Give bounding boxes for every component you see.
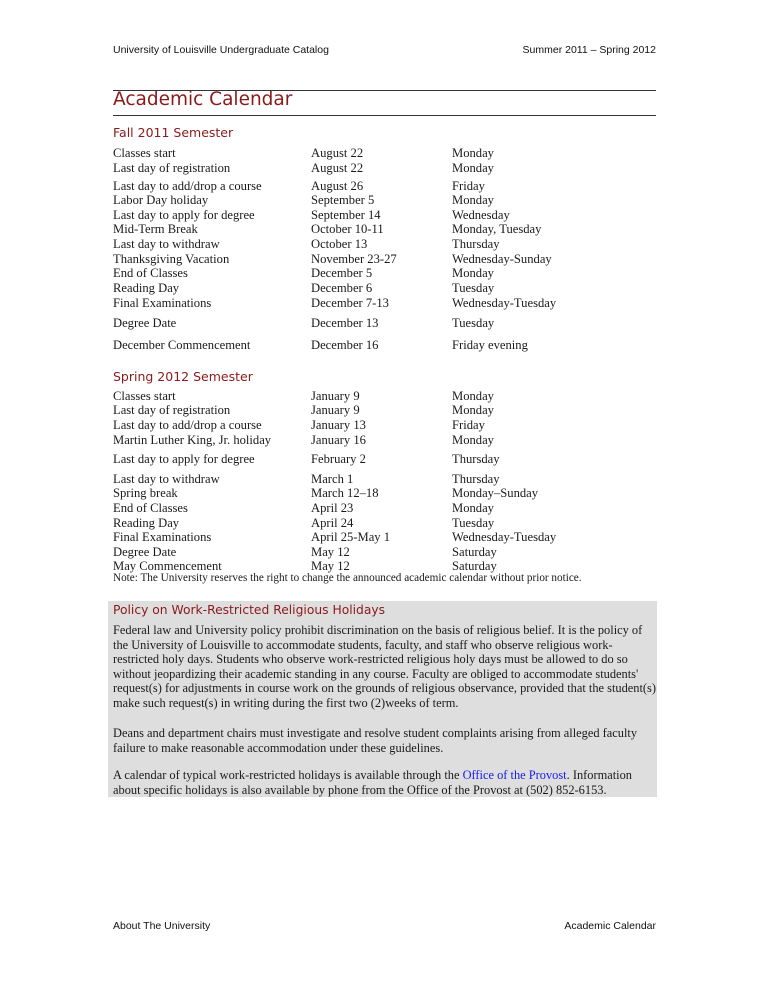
event-date: May 12: [311, 545, 350, 559]
fall-semester-heading: Fall 2011 Semester: [113, 125, 234, 140]
running-footer-right: Academic Calendar: [564, 920, 656, 932]
event-day: Monday: [452, 389, 494, 403]
event-name: Last day to add/drop a course: [113, 418, 262, 432]
event-day: Monday: [452, 266, 494, 280]
event-name: Final Examinations: [113, 530, 212, 544]
calendar-row: [113, 486, 656, 501]
event-name: Classes start: [113, 389, 176, 403]
calendar-row: [113, 316, 656, 331]
event-name: Reading Day: [113, 281, 180, 295]
event-name: Final Examinations: [113, 296, 212, 310]
event-day: Tuesday: [452, 281, 495, 295]
event-name: Last day to apply for degree: [113, 452, 255, 466]
calendar-row: [113, 433, 656, 448]
calendar-row: [113, 389, 656, 404]
event-name: End of Classes: [113, 266, 188, 280]
event-name: Mid-Term Break: [113, 222, 198, 236]
policy-paragraph-3-text: A calendar of typical work-restricted holidays is available through the: [113, 768, 463, 782]
event-date: March 12–18: [311, 486, 379, 500]
event-name: May Commencement: [113, 559, 222, 573]
event-day: Monday, Tuesday: [452, 222, 542, 236]
event-day: Wednesday-Tuesday: [452, 530, 557, 544]
event-name: Degree Date: [113, 316, 177, 330]
policy-paragraph-3-text-end: . Information about specific holidays is also available by phone from the Office of the Provost at (502) 852-6153.: [113, 768, 633, 797]
policy-section: [108, 601, 657, 797]
event-name: Classes start: [113, 146, 176, 160]
event-date: December 6: [311, 281, 373, 295]
event-day: Monday: [452, 501, 494, 515]
event-date: January 13: [311, 418, 366, 432]
calendar-row: [113, 418, 656, 433]
event-date: December 16: [311, 338, 379, 352]
calendar-row: [113, 193, 656, 208]
event-day: Monday: [452, 146, 494, 160]
event-name: Last day to add/drop a course: [113, 179, 262, 193]
event-date: January 9: [311, 389, 360, 403]
event-date: December 13: [311, 316, 379, 330]
event-name: Labor Day holiday: [113, 193, 209, 207]
page-title: Academic Calendar: [113, 89, 293, 110]
event-day: Monday: [452, 403, 494, 417]
event-name: Last day of registration: [113, 403, 231, 417]
event-name: December Commencement: [113, 338, 251, 352]
event-day: Saturday: [452, 545, 497, 559]
event-name: End of Classes: [113, 501, 188, 515]
event-day: Monday: [452, 433, 494, 447]
event-name: Last day to withdraw: [113, 472, 220, 486]
policy-paragraph-2: Deans and department chairs must investigate and resolve student complaints arising from alleged faculty failure to make reasonable accommodation under these guidelines.: [113, 726, 638, 755]
event-name: Degree Date: [113, 545, 177, 559]
calendar-row: [113, 161, 656, 176]
event-day: Wednesday-Tuesday: [452, 296, 557, 310]
event-name: Reading Day: [113, 516, 180, 530]
event-date: August 26: [311, 179, 364, 193]
event-day: Thursday: [452, 472, 500, 486]
event-date: April 25-May 1: [311, 530, 391, 544]
event-name: Last day to withdraw: [113, 237, 220, 251]
event-day: Friday evening: [452, 338, 528, 352]
event-day: Thursday: [452, 237, 500, 251]
event-name: Spring break: [113, 486, 178, 500]
event-day: Monday: [452, 193, 494, 207]
event-day: Saturday: [452, 559, 497, 573]
event-day: Monday–Sunday: [452, 486, 539, 500]
calendar-row: [113, 516, 656, 531]
event-day: Friday: [452, 179, 485, 193]
event-date: December 5: [311, 266, 373, 280]
running-header-right: Summer 2011 – Spring 2012: [522, 44, 656, 56]
event-date: September 14: [311, 208, 381, 222]
running-header-left: University of Louisville Undergraduate Catalog: [113, 44, 329, 56]
calendar-row: [113, 452, 656, 467]
calendar-row: [113, 208, 656, 223]
calendar-note: Note: The University reserves the right to change the announced academic calendar without prior notice.: [113, 572, 582, 584]
event-date: October 10-11: [311, 222, 384, 236]
calendar-row: [113, 403, 656, 418]
calendar-row: [113, 501, 656, 516]
calendar-row: [113, 338, 656, 353]
calendar-row: [113, 252, 656, 267]
calendar-row: [113, 179, 656, 194]
event-date: February 2: [311, 452, 366, 466]
event-day: Tuesday: [452, 316, 495, 330]
event-date: August 22: [311, 161, 364, 175]
calendar-row: [113, 296, 656, 311]
policy-title: Policy on Work-Restricted Religious Holidays: [113, 603, 386, 617]
calendar-row: [113, 545, 656, 560]
event-day: Thursday: [452, 452, 500, 466]
event-date: April 23: [311, 501, 354, 515]
event-day: Tuesday: [452, 516, 495, 530]
calendar-row: [113, 146, 656, 161]
event-date: April 24: [311, 516, 354, 530]
calendar-row: [113, 281, 656, 296]
event-date: September 5: [311, 193, 375, 207]
event-date: January 9: [311, 403, 360, 417]
calendar-row: [113, 237, 656, 252]
event-date: October 13: [311, 237, 368, 251]
event-date: May 12: [311, 559, 350, 573]
calendar-row: [113, 266, 656, 281]
event-name: Martin Luther King, Jr. holiday: [113, 433, 272, 447]
calendar-row: [113, 472, 656, 487]
event-date: March 1: [311, 472, 354, 486]
event-date: January 16: [311, 433, 366, 447]
event-date: August 22: [311, 146, 364, 160]
event-date: November 23-27: [311, 252, 397, 266]
event-day: Monday: [452, 161, 494, 175]
running-footer-left: About The University: [113, 920, 211, 932]
calendar-row: [113, 222, 656, 237]
calendar-row: [113, 530, 656, 545]
event-day: Wednesday: [452, 208, 510, 222]
event-name: Last day of registration: [113, 161, 231, 175]
event-name: Thanksgiving Vacation: [113, 252, 230, 266]
policy-paragraph-1: Federal law and University policy prohibit discrimination on the basis of religious belief. It is the policy of the University of Louisville to accommodate students, faculty, and staff who observe religious work-restricted holy days. Students who observe work-restricted religious holy days must be allowed to do so without jeopardizing their academic standing in any course. Faculty are obliged to accommodate students' request(s) for adjustments in course work on the grounds of religious observance, provided that the student(s) make such request(s) in writing during the first two (2)weeks of term.: [113, 623, 656, 710]
office-of-provost-link[interactable]: Office of the Provost: [462, 768, 567, 782]
event-date: December 7-13: [311, 296, 389, 310]
policy-paragraph-3: [113, 768, 658, 797]
event-day: Wednesday-Sunday: [452, 252, 552, 266]
event-day: Friday: [452, 418, 485, 432]
event-name: Last day to apply for degree: [113, 208, 255, 222]
spring-semester-heading: Spring 2012 Semester: [113, 369, 253, 384]
title-rule-bottom: [113, 115, 656, 116]
